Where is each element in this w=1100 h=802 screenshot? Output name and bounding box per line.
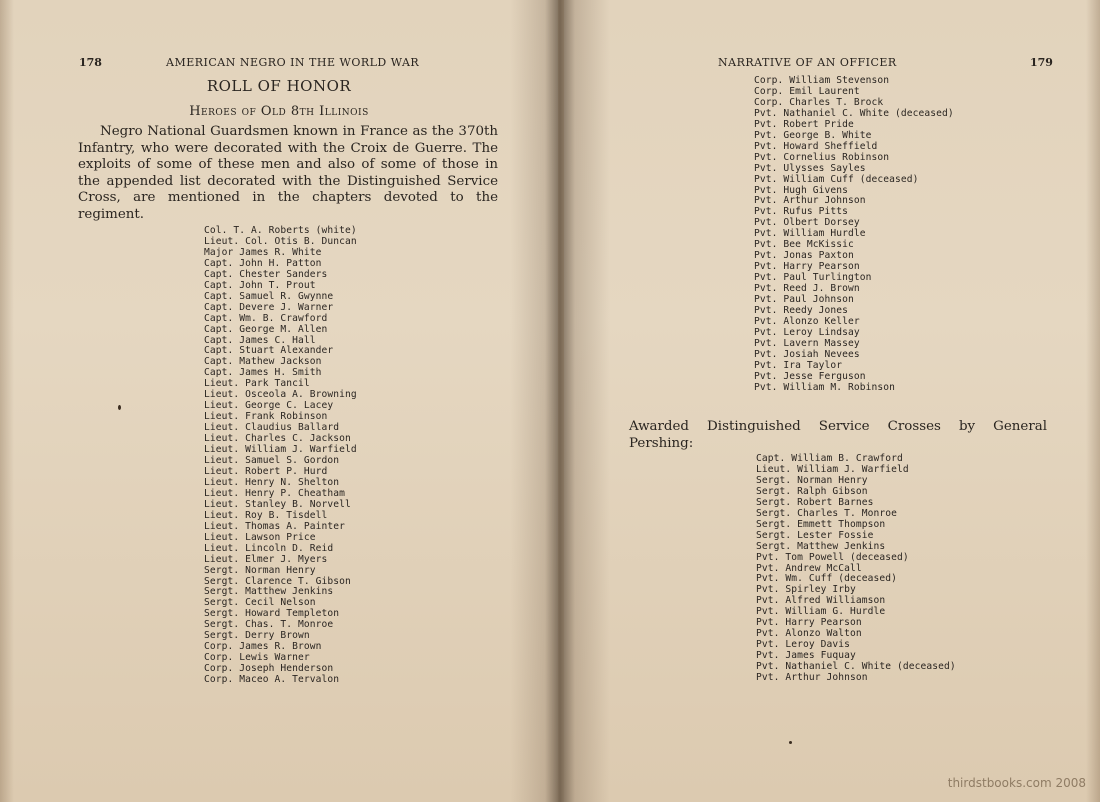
honor-roll-entry: Corp. Charles T. Brock — [754, 96, 884, 108]
honor-roll-entry: Pvt. Rufus Pitts — [754, 206, 849, 218]
honor-roll-entry: Lieut. Henry N. Shelton — [204, 476, 340, 488]
dsc-recipient-entry: Pvt. Leroy Davis — [756, 639, 851, 651]
honor-roll-entry: Pvt. George B. White — [754, 129, 872, 141]
honor-roll-entry: Lieut. Robert P. Hurd — [204, 465, 328, 477]
honor-roll-entry: Capt. James H. Smith — [204, 367, 322, 379]
honor-roll-entry: Capt. Wm. B. Crawford — [204, 312, 328, 324]
honor-roll-entry: Pvt. Alonzo Keller — [754, 315, 860, 327]
honor-roll-entry: Col. T. A. Roberts (white) — [204, 225, 357, 236]
running-head-left: AMERICAN NEGRO IN THE WORLD WAR — [166, 56, 420, 69]
dsc-recipient-entry: Pvt. James Fuquay — [756, 650, 856, 662]
paper-speck — [789, 741, 792, 744]
honor-roll-entry: Pvt. Robert Pride — [754, 118, 854, 130]
honor-roll-entry: Lieut. Henry P. Cheatham — [204, 487, 346, 499]
page-edge-shadow — [1086, 0, 1100, 802]
right-page — [564, 0, 1100, 802]
honor-roll-entry: Pvt. William M. Robinson — [754, 381, 896, 393]
honor-roll-entry: Lieut. Samuel S. Gordon — [204, 455, 340, 467]
section-subtitle: Heroes of Old 8th Illinois — [189, 104, 369, 119]
honor-roll-entry: Pvt. Josiah Nevees — [754, 348, 860, 360]
dsc-recipient-entry: Pvt. Alfred Williamson — [756, 595, 886, 607]
honor-roll-entry: Pvt. Olbert Dorsey — [754, 217, 860, 229]
honor-roll-entry: Capt. George M. Allen — [204, 323, 328, 335]
honor-roll-entry: Sergt. Chas. T. Monroe — [204, 619, 334, 631]
honor-roll-entry: Capt. Mathew Jackson — [204, 356, 322, 368]
honor-roll-entry: Sergt. Matthew Jenkins — [204, 586, 334, 598]
dsc-recipient-entry: Pvt. Wm. Cuff (deceased) — [756, 573, 898, 585]
dsc-recipient-entry: Sergt. Norman Henry — [756, 474, 868, 486]
honor-roll-continued-list — [754, 76, 954, 394]
honor-roll-entry: Pvt. Reedy Jones — [754, 305, 849, 317]
honor-roll-entry: Pvt. William Hurdle — [754, 228, 866, 240]
honor-roll-entry: Pvt. Jonas Paxton — [754, 250, 854, 262]
dsc-recipient-entry: Pvt. Andrew McCall — [756, 562, 862, 574]
dsc-heading: Awarded Distinguished Service Crosses by General Pershing: — [629, 419, 1047, 451]
dsc-recipient-entry: Sergt. Matthew Jenkins — [756, 540, 886, 552]
honor-roll-entry: Capt. Stuart Alexander — [204, 345, 334, 357]
dsc-recipient-entry: Pvt. William G. Hurdle — [756, 606, 886, 618]
dsc-recipient-entry: Pvt. Alonzo Walton — [756, 628, 862, 640]
honor-roll-entry: Sergt. Derry Brown — [204, 630, 310, 642]
honor-roll-entry: Lieut. Osceola A. Browning — [204, 389, 357, 401]
honor-roll-entry: Pvt. Paul Turlington — [754, 272, 872, 284]
paper-speck — [118, 405, 121, 410]
honor-roll-entry: Lieut. Charles C. Jackson — [204, 433, 351, 445]
honor-roll-entry: Sergt. Clarence T. Gibson — [204, 575, 351, 587]
honor-roll-entry: Pvt. Paul Johnson — [754, 294, 854, 306]
honor-roll-entry: Pvt. Lavern Massey — [754, 337, 860, 349]
honor-roll-entry: Capt. Devere J. Warner — [204, 301, 334, 313]
honor-roll-entry: Pvt. Arthur Johnson — [754, 195, 866, 207]
dsc-recipient-entry: Lieut. William J. Warfield — [756, 463, 909, 475]
dsc-recipient-entry: Pvt. Tom Powell (deceased) — [756, 551, 909, 563]
dsc-recipient-entry: Capt. William B. Crawford — [756, 453, 903, 464]
honor-roll-entry: Pvt. Cornelius Robinson — [754, 151, 890, 163]
dsc-recipient-entry: Sergt. Lester Fossie — [756, 529, 874, 541]
dsc-recipient-entry: Pvt. Arthur Johnson — [756, 672, 868, 684]
honor-roll-entry: Pvt. Harry Pearson — [754, 261, 860, 273]
dsc-recipient-entry: Pvt. Harry Pearson — [756, 617, 862, 629]
section-title: ROLL OF HONOR — [206, 77, 352, 95]
page-edge-shadow — [0, 0, 14, 802]
honor-roll-entry: Corp. Emil Laurent — [754, 85, 860, 97]
honor-roll-entry: Pvt. Hugh Givens — [754, 184, 849, 196]
honor-roll-entry: Sergt. Norman Henry — [204, 564, 316, 576]
honor-roll-entry: Lieut. Claudius Ballard — [204, 422, 340, 434]
honor-roll-entry: Corp. James R. Brown — [204, 641, 322, 653]
honor-roll-entry: Corp. Lewis Warner — [204, 652, 310, 664]
honor-roll-entry: Pvt. Howard Sheffield — [754, 140, 878, 152]
running-head-right: NARRATIVE OF AN OFFICER — [718, 56, 897, 69]
honor-roll-entry: Lieut. William J. Warfield — [204, 444, 357, 456]
honor-roll-entry: Capt. James C. Hall — [204, 334, 316, 346]
honor-roll-entry: Pvt. Ulysses Sayles — [754, 162, 866, 174]
honor-roll-entry: Lieut. Lincoln D. Reid — [204, 542, 334, 554]
page-number-left: 178 — [79, 56, 102, 69]
honor-roll-entry: Pvt. Nathaniel C. White (deceased) — [754, 107, 954, 119]
dsc-recipient-entry: Pvt. Nathaniel C. White (deceased) — [756, 661, 956, 673]
honor-roll-entry: Lieut. Frank Robinson — [204, 411, 328, 423]
honor-roll-entry: Corp. Maceo A. Tervalon — [204, 674, 340, 686]
honor-roll-entry: Pvt. William Cuff (deceased) — [754, 173, 919, 185]
honor-roll-entry: Lieut. Thomas A. Painter — [204, 520, 346, 532]
intro-text: Negro National Guardsmen known in France as the 370th Infantry, who were decorated with the Croix de Guerre. The exploits of some of these men and also of some of those in the appended list decorated with the Distinguished Service Cross, are mentioned in the chapters devoted to the regiment. — [78, 124, 498, 222]
dsc-recipient-entry: Pvt. Spirley Irby — [756, 584, 856, 596]
honor-roll-entry: Lieut. Col. Otis B. Duncan — [204, 235, 357, 247]
dsc-recipients-list — [756, 454, 956, 684]
honor-roll-entry: Major James R. White — [204, 246, 322, 258]
honor-roll-entry: Pvt. Ira Taylor — [754, 359, 843, 371]
honor-roll-entry: Sergt. Cecil Nelson — [204, 597, 316, 609]
honor-roll-entry: Capt. John T. Prout — [204, 279, 316, 291]
honor-roll-entry: Lieut. Stanley B. Norvell — [204, 498, 351, 510]
page-number-right: 179 — [1030, 56, 1053, 69]
honor-roll-entry: Lieut. Roy B. Tisdell — [204, 509, 328, 521]
dsc-recipient-entry: Sergt. Ralph Gibson — [756, 485, 868, 497]
honor-roll-entry: Pvt. Reed J. Brown — [754, 283, 860, 295]
honor-roll-entry: Sergt. Howard Templeton — [204, 608, 340, 620]
intro-paragraph — [78, 124, 498, 223]
dsc-recipient-entry: Sergt. Emmett Thompson — [756, 518, 886, 530]
honor-roll-entry: Capt. John H. Patton — [204, 257, 322, 269]
dsc-recipient-entry: Sergt. Charles T. Monroe — [756, 507, 898, 519]
dsc-recipient-entry: Sergt. Robert Barnes — [756, 496, 874, 508]
honor-roll-entry: Corp. William Stevenson — [754, 75, 890, 86]
honor-roll-entry: Pvt. Bee McKissic — [754, 239, 854, 251]
watermark: thirdstbooks.com 2008 — [947, 776, 1086, 790]
honor-roll-list — [204, 226, 357, 686]
honor-roll-entry: Lieut. George C. Lacey — [204, 400, 334, 412]
honor-roll-entry: Lieut. Elmer J. Myers — [204, 553, 328, 565]
honor-roll-entry: Lieut. Lawson Price — [204, 531, 316, 543]
honor-roll-entry: Pvt. Leroy Lindsay — [754, 326, 860, 338]
honor-roll-entry: Capt. Chester Sanders — [204, 268, 328, 280]
honor-roll-entry: Corp. Joseph Henderson — [204, 663, 334, 675]
honor-roll-entry: Pvt. Jesse Ferguson — [754, 370, 866, 382]
honor-roll-entry: Capt. Samuel R. Gwynne — [204, 290, 334, 302]
honor-roll-entry: Lieut. Park Tancil — [204, 378, 310, 390]
